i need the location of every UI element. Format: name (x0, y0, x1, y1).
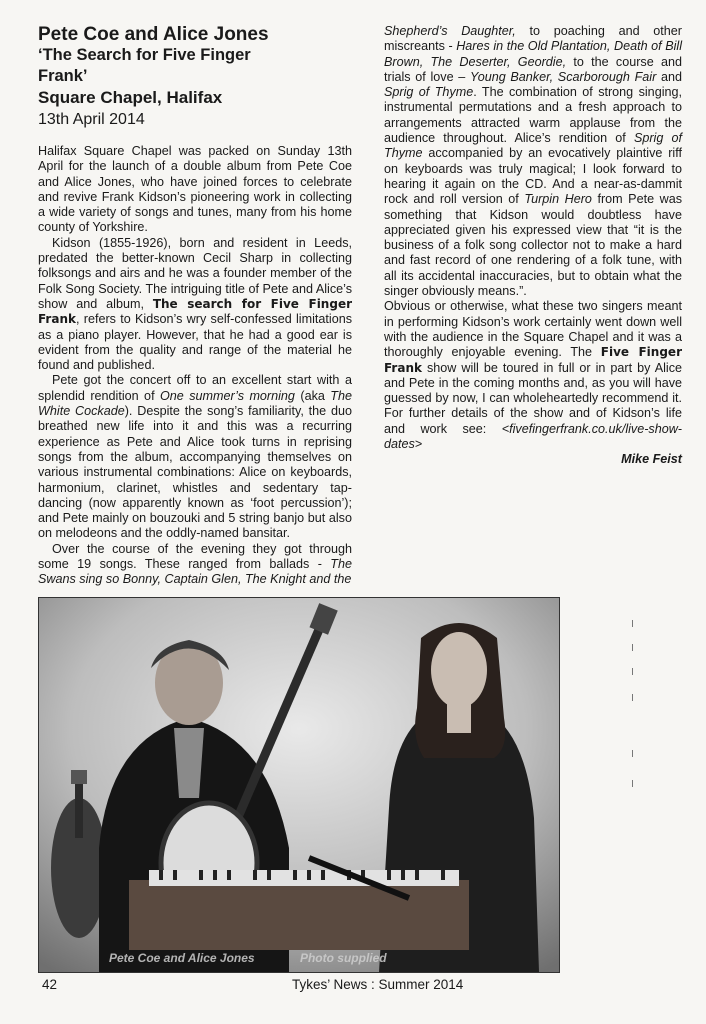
article-date: 13th April 2014 (38, 111, 145, 128)
harmonium-icon (129, 858, 469, 950)
website-link[interactable]: <fivefingerfrank.co.uk/live-show-dates> (384, 421, 683, 452)
article-right-column (384, 24, 682, 468)
album-title: The search for Five Finger Frank (38, 296, 352, 327)
photo-caption (109, 951, 429, 965)
article-headline-title (38, 45, 352, 87)
paragraph-5: Shepherd’s Daughter, to poaching and other miscreants - Hares in the Old Plantation, Death of Bill Brown, The Deserter, Geordie, to the course and trials of love – Young Banker, Scarborough Fair and Sprig of Thyme. The combination of strong singing, instrumental permutations and a fresh approach to arrangements attracted warm applause from the audience throughout. Alice’s rendition of Sprig of Thyme accompanied by an evocatively plaintive riff on keyboards was truly magical; I look forward to hearing it again on the CD. And a near-as-dammit rock and roll version of Turpin Hero from Pete was something that Kidson would doubtless have appreciated given his expressed view that “it is the business of a folk song collector not to make a hard and fast record of one rendering of a folk tune, with all its accidental inaccuracies, but to obtain what the singer obviously means.”. (384, 24, 683, 299)
photo-illustration (39, 598, 559, 972)
performers-photo (38, 597, 560, 973)
article-headline-names: Pete Coe and Alice Jones (38, 24, 269, 45)
page-number: 42 (42, 977, 58, 992)
paragraph-6: Obvious or otherwise, what these two singers meant in performing Kidson’s work certainly went down well with the audience in the Square Chapel and it was a thoroughly enjoyable evening. The Five Finger Frank show will be toured in full or in part by Alice and Pete in the coming months and, as you will have guessed by now, I can wholeheartedly recommend it. For further details of the show and of Kidson’s life and work see: <fivefingerfrank.co.uk/live-show-dates> (384, 299, 683, 452)
paragraph-4: Over the course of the evening they got through some 19 songs. These ranged from ballads - The Swans sing so Bonny, Captain Glen, The Knight and the (38, 541, 352, 587)
paragraph-3: Pete got the concert off to an excellent start with a splendid rendition of One summer’s morning (aka The White Cockade). Despite the song’s familiarity, the duo breathed new life into it and this was a recurring experience as Pete and Alice took turns in reprising songs from the album, accompanying themselves on various instrumental combinations: Alice on keyboards, harmonium, clarinet, whistles and sedentary tap-dancing (now apparently known as ‘foot percussion’); and Pete mainly on bouzouki and 5 string banjo but also on melodeons and the oddly-named bansitar. (38, 373, 352, 541)
title-line-2: Frank’ (38, 67, 88, 85)
paragraph-1: Halifax Square Chapel was packed on Sunday 13th April for the launch of a double album from Pete Coe and Alice Jones, who have joined forces to celebrate and revive Frank Kidson’s pioneering work in collecting a wide variety of songs and tunes, many from his home county of Yorkshire. (38, 144, 352, 235)
scan-marks (628, 620, 638, 800)
paragraph-2: Kidson (1855-1926), born and resident in Leeds, predated the better-known Cecil Sharp in collecting folksongs and airs and he was a founder member of the Folk Song Society. The intriguing title of Pete and Alice’s show and album, The search for Five Finger Frank, refers to Kidson’s wry self-confessed limitations as a piano player. However, that he had a good ear is evident from the quality and range of the material he found and published. (38, 235, 352, 373)
caption-credit: Photo supplied (299, 951, 387, 965)
title-line-1: ‘The Search for Five Finger (38, 46, 251, 64)
author-signature: Mike Feist (621, 452, 682, 467)
caption-names: Pete Coe and Alice Jones (109, 951, 255, 965)
article-venue: Square Chapel, Halifax (38, 88, 223, 107)
publication-footer: Tykes’ News : Summer 2014 (292, 977, 464, 992)
article-left-column (38, 24, 352, 588)
